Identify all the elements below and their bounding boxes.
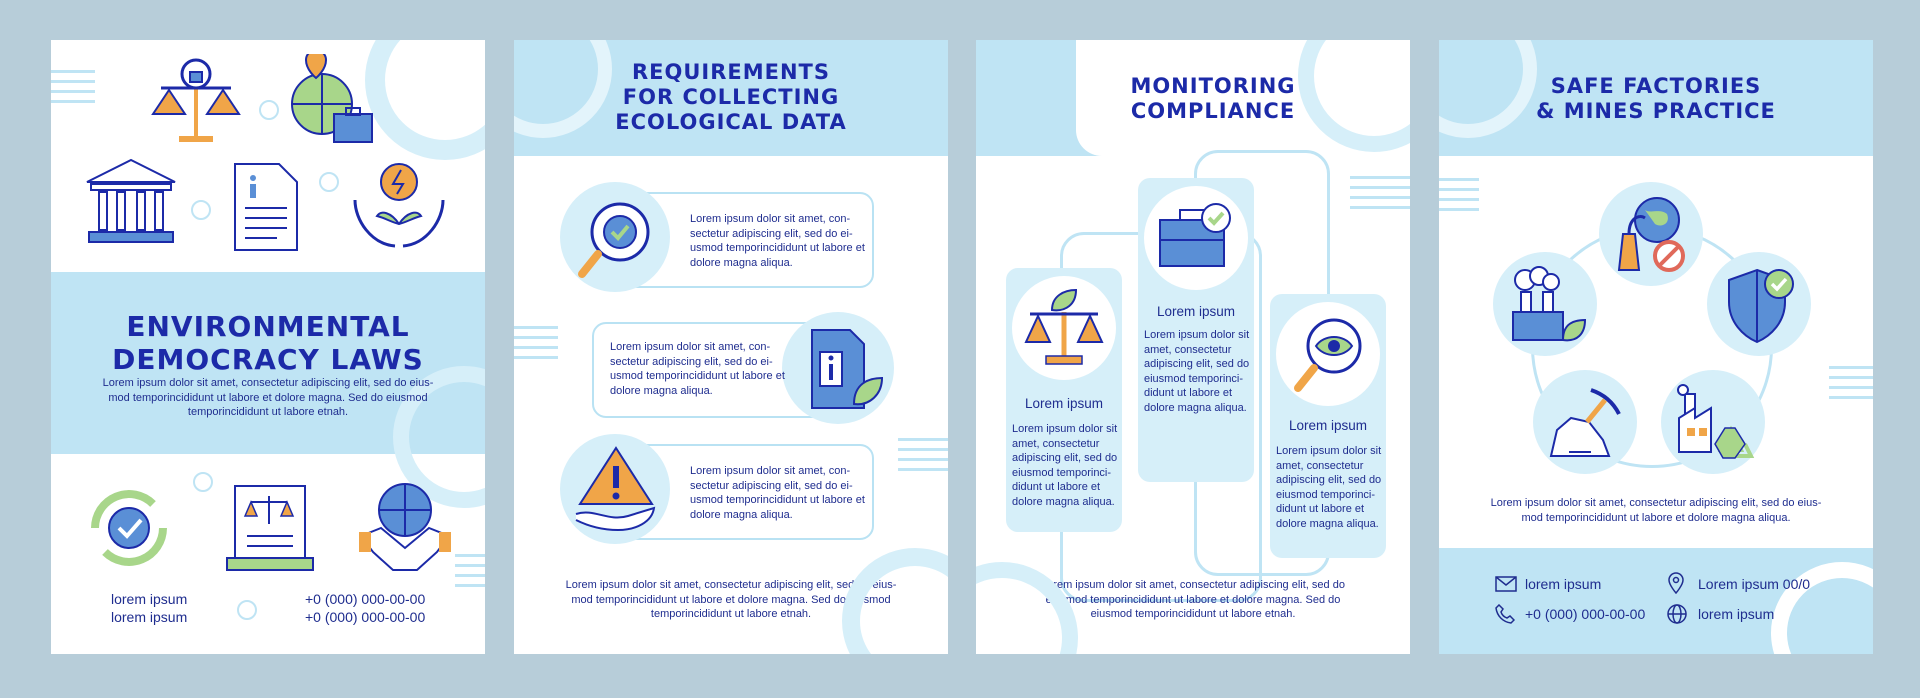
scales-lock-icon [151,54,241,150]
magnifier-eye-icon [1290,314,1368,394]
dot-decoration [319,172,339,192]
title-line: REQUIREMENTS [631,60,831,84]
item-text: Lorem ipsum dolor sit amet, con- sectetur adipiscing elit, sed do ei- usmod temporincididunt ut labore et dolore magna aliqua. [690,213,865,269]
dot-decoration [193,472,213,492]
globe-handshake-icon [357,480,453,576]
stripes-decoration [1439,178,1479,218]
web-icon [1667,604,1687,629]
step-label: Lorem ipsum [1024,396,1104,411]
document-info-icon [231,162,301,252]
factory-smoke-icon [1507,266,1587,344]
page-title [51,310,485,376]
gear-cycle-icon [81,480,177,576]
stripes-decoration [514,326,558,366]
body-text: Lorem ipsum dolor sit amet, consectetur adipiscing elit, sed do eius- mod temporincididunt ut labore et dolore magna. Sed do eiusmod temporincididunt ut labore etnah. [102,377,434,418]
phone-text: +0 (000) 000-00-00 [1525,606,1646,622]
info-file-leaf-icon [808,326,884,412]
location-icon [1667,572,1685,599]
warning-hand-icon [574,444,658,534]
dot-decoration [259,100,279,120]
title-line: MONITORING [1130,74,1296,98]
step-text: Lorem ipsum dolor sit amet, consectetur adipiscing elit, sed do eiusmod temporinci- didunt ut labore et dolore magna aliqua. [1144,329,1250,414]
body-text: Lorem ipsum dolor sit amet, consectetur adipiscing elit, sed do eius- mod temporincididunt ut labore et dolore magna aliqua. [1490,497,1822,524]
scales-leaf-icon [1024,286,1104,368]
stripes-decoration [51,70,95,110]
magnifier-gear-icon [576,196,656,280]
title-line: ENVIRONMENTAL [126,310,410,343]
corner-arc-decoration [842,548,948,654]
globe-briefcase-icon [286,54,376,154]
step-column [1138,178,1254,482]
contact-name: lorem ipsum [111,609,188,625]
step-column [1270,294,1386,558]
contact-phone: +0 (000) 000-00-00 [305,591,426,607]
page-title [1439,74,1873,124]
page-title [1016,74,1410,124]
contact-phone: +0 (000) 000-00-00 [305,609,426,625]
title-line: DEMOCRACY LAWS [112,343,424,377]
page-title [514,60,948,134]
hands-energy-icon [351,160,447,250]
courthouse-icon [83,158,179,248]
title-line: FOR COLLECTING [622,84,840,109]
title-line: & MINES PRACTICE [1536,98,1776,123]
brochure-page-safe-factories [1439,40,1873,654]
shield-check-icon [1723,266,1799,344]
contact-names [111,590,187,626]
contact-name: lorem ipsum [111,591,188,607]
step-text: Lorem ipsum dolor sit amet, consectetur adipiscing elit, sed do eiusmod temporinci- didunt ut labore et dolore magna aliqua. [1012,423,1118,508]
step-text: Lorem ipsum dolor sit amet, consectetur adipiscing elit, sed do eiusmod temporinci- didunt ut labore et dolore magna aliqua. [1276,445,1382,530]
stripes-decoration [898,438,948,478]
title-line: ECOLOGICAL DATA [615,109,847,134]
brochure-page-monitoring-compliance [976,40,1410,654]
step-label: Lorem ipsum [1288,418,1368,433]
step-label: Lorem ipsum [1156,304,1236,319]
title-line: COMPLIANCE [1130,98,1296,123]
footer-text: Lorem ipsum dolor sit amet, consectetur adipiscing elit, sed do eiusmod temporincididunt ut labore et dolore magna. Sed do eiusmod temporincididunt ut labore etnah. [1041,579,1345,620]
globe-oil-icon [1615,194,1691,274]
web-text: lorem ipsum [1698,606,1775,622]
corner-arc-decoration [365,40,485,160]
brochure-page-ecological-data [514,40,948,654]
title-line: SAFE FACTORIES [1550,74,1762,98]
email-text: lorem ipsum [1525,576,1602,592]
item-text: Lorem ipsum dolor sit amet, con- sectetur adipiscing elit, sed do ei- usmod temporincididunt ut labore et dolore magna aliqua. [690,465,865,521]
phone-icon [1495,604,1515,629]
mail-icon [1495,576,1517,597]
footer-text: Lorem ipsum dolor sit amet, consectetur adipiscing elit, sed do eius- mod temporincididunt ut labore et dolore magna. Sed do eiusmod temporincididunt ut labore etnah. [565,579,897,620]
stripes-decoration [455,554,485,594]
law-scroll-icon [221,480,317,576]
briefcase-check-icon [1156,200,1236,274]
stripes-decoration [1350,176,1410,216]
brochure-page-environmental-democracy [51,40,485,654]
step-column [1006,268,1122,532]
location-text: Lorem ipsum 00/0 [1698,576,1811,592]
mining-icon [1547,382,1625,462]
item-text: Lorem ipsum dolor sit amet, con- sectetur adipiscing elit, sed do ei- usmod temporincididunt ut labore et dolore magna aliqua. [610,341,785,397]
dot-decoration [191,200,211,220]
contact-phones [305,590,425,626]
dot-decoration [237,600,257,620]
factory-recycle-icon [1675,384,1755,460]
stripes-decoration [1829,366,1873,406]
